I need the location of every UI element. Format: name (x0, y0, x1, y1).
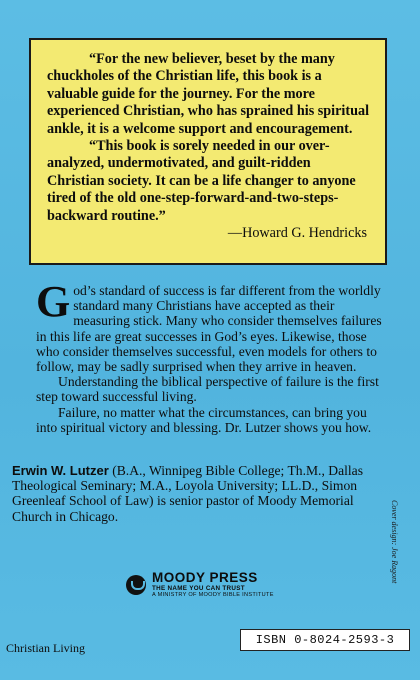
drop-cap: G (36, 277, 71, 326)
publisher-name: MOODY PRESS (152, 570, 258, 586)
author-bio (12, 463, 394, 524)
publisher-text (152, 571, 274, 598)
author-credentials: (B.A., Winnipeg Bible College; Th.M., Dallas Theological Seminary; M.A., Loyola University; LL.D., Simon Greenleaf School of Law) is senior pastor of Moody Memorial Church in Chicago. (12, 463, 363, 524)
description-text (36, 277, 388, 435)
quote-paragraph-2: “This book is sorely needed in our over-analyzed, undermotivated, and guilt-ridden Christian society. It can be a life changer to anyone tired of the old one-step-forward-and-two-steps-backward routine.” (47, 138, 356, 224)
description-paragraph-1 (36, 277, 388, 375)
description-paragraph-1-text: od’s standard of success is far different from the worldly standard many Christians have accepted as their measuring stick. Many who consider themselves failures in this life are great successes in God’s eyes. Likewise, those who consider themselves successful, even models for others to follow, may be sadly surprised when they arrive in heaven. (36, 283, 382, 375)
quote-paragraph-1: “For the new believer, beset by the many chuckholes of the Christian life, this book is a valuable guide for the journey. For the more experienced Christian, who has sprained his spiritual ankle, it is a welcome support and encouragement. (47, 51, 370, 137)
description-paragraph-2: Understanding the biblical perspective of failure is the first step toward successful living. (36, 374, 379, 405)
publisher-ministry: A MINISTRY OF MOODY BIBLE INSTITUTE (152, 592, 274, 599)
publisher-tagline: THE NAME YOU CAN TRUST (152, 584, 245, 592)
isbn-label: ISBN 0-8024-2593-3 (240, 629, 410, 651)
description-paragraph-3: Failure, no matter what the circumstances, can bring you into spiritual victory and blessing. Dr. Lutzer shows you how. (36, 404, 372, 435)
publisher-mark (126, 570, 306, 600)
moody-logo-icon (126, 575, 146, 595)
quote-attribution: —Howard G. Hendricks (227, 225, 367, 242)
endorsement-quote-box (29, 38, 387, 265)
author-name: Erwin W. Lutzer (12, 463, 109, 478)
cover-design-credit: Cover design: Joe Ragont (390, 500, 399, 584)
book-category: Christian Living (6, 641, 85, 655)
